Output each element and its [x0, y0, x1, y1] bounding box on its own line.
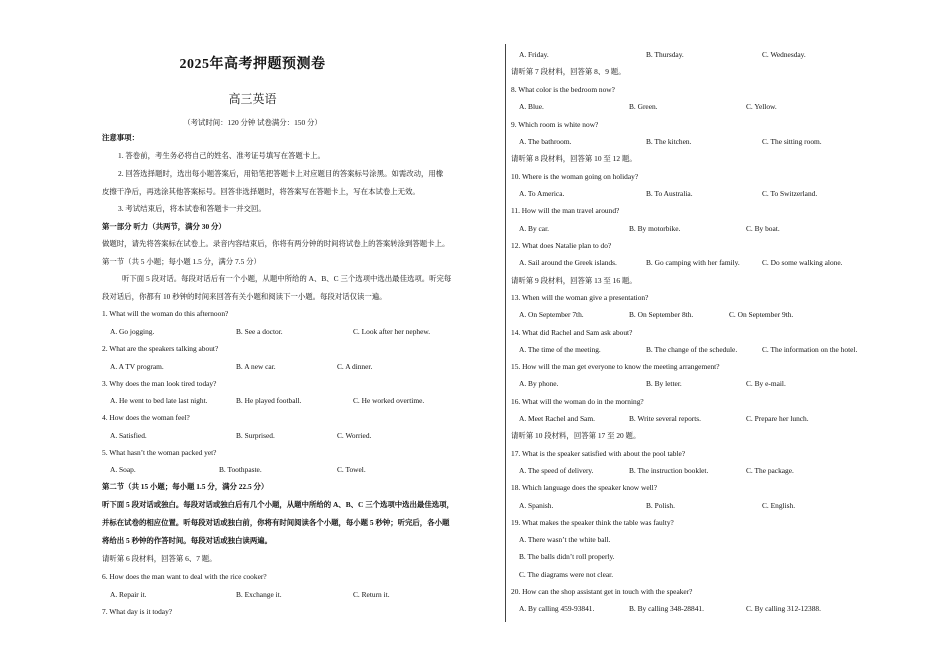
q15-option-c: C. By e-mail.	[746, 379, 786, 388]
q6-option-b: B. Exchange it.	[236, 590, 282, 599]
q6-stem: 6. How does the man want to deal with the rice cooker?	[102, 572, 267, 581]
q2-option-a: A. A TV program.	[110, 362, 164, 371]
q16-option-a: A. Meet Rachel and Sam.	[519, 414, 595, 423]
q5-option-c: C. Towel.	[337, 465, 366, 474]
q12-option-c: C. Do some walking alone.	[762, 258, 843, 267]
notes-heading: 注意事项：	[102, 133, 139, 142]
q18-option-a: A. Spanish.	[519, 501, 554, 510]
q8-option-c: C. Yellow.	[746, 102, 777, 111]
q4-option-a: A. Satisfied.	[110, 431, 147, 440]
q14-option-b: B. The change of the schedule.	[646, 345, 738, 354]
instruction-text-9: 请听第 9 段材料，回答第 13 至 16 题。	[511, 276, 637, 285]
q2-option-c: C. A dinner.	[337, 362, 373, 371]
q1-option-a: A. Go jogging.	[110, 327, 155, 336]
q6-option-a: A. Repair it.	[110, 590, 147, 599]
q3-option-b: B. He played football.	[236, 396, 302, 405]
q16-option-c: C. Prepare her lunch.	[746, 414, 809, 423]
q19-stem: 19. What makes the speaker think the table was faulty?	[511, 518, 674, 527]
q20-stem: 20. How can the shop assistant get in touch with the speaker?	[511, 587, 693, 596]
instruction-text-6: 请听第 6 段材料，回答第 6、7 题。	[102, 554, 217, 563]
q13-option-b: B. On September 8th.	[629, 310, 694, 319]
q8-option-a: A. Blue.	[519, 102, 544, 111]
q10-option-a: A. To America.	[519, 189, 565, 198]
q17-option-a: A. The speed of delivery.	[519, 466, 594, 475]
q12-option-a: A. Sail around the Greek islands.	[519, 258, 617, 267]
q10-stem: 10. Where is the woman going on holiday?	[511, 172, 639, 181]
q1-option-c: C. Look after her nephew.	[353, 327, 431, 336]
note-2-line-1: 2. 回答选择题时，选出每小题答案后，用铅笔把答题卡上对应题目的答案标号涂黑。如需改动，用橡	[118, 169, 444, 178]
note-3: 3. 考试结束后，将本试卷和答题卡一并交回。	[118, 204, 266, 213]
q5-option-a: A. Soap.	[110, 465, 136, 474]
q9-stem: 9. Which room is white now?	[511, 120, 599, 129]
section1-intro-line-2: 段对话后，你都有 10 秒钟的时间来回答有关小题和阅读下一小题。每段对话仅读一遍。	[102, 292, 387, 301]
q1-stem: 1. What will the woman do this afternoon?	[102, 309, 229, 318]
section2-intro-line-2: 并标在试卷的相应位置。听每段对话或独白前，你将有时间阅读各个小题，每小题 5 秒钟；听完后，各小题	[102, 518, 450, 527]
q14-option-a: A. The time of the meeting.	[519, 345, 601, 354]
q19-option-b: B. The balls didn’t roll properly.	[519, 552, 615, 561]
q17-option-c: C. The package.	[746, 466, 794, 475]
section1-heading: 第一节（共 5 小题；每小题 1.5 分，满分 7.5 分）	[102, 257, 261, 266]
q15-option-a: A. By phone.	[519, 379, 559, 388]
section2-intro-line-3: 将给出 5 秒钟的作答时间。每段对话或独白读两遍。	[102, 536, 272, 545]
q6-option-c: C. Return it.	[353, 590, 390, 599]
q10-option-b: B. To Australia.	[646, 189, 693, 198]
q13-option-c: C. On September 9th.	[729, 310, 794, 319]
q14-stem: 14. What did Rachel and Sam ask about?	[511, 328, 633, 337]
q12-option-b: B. Go camping with her family.	[646, 258, 740, 267]
q20-option-c: C. By calling 312-12388.	[746, 604, 821, 613]
q13-stem: 13. When will the woman give a presentation?	[511, 293, 649, 302]
q18-stem: 18. Which language does the speaker know well?	[511, 483, 657, 492]
part1-heading: 第一部分 听力（共两节，满分 30 分）	[102, 222, 226, 231]
q3-stem: 3. Why does the man look tired today?	[102, 379, 217, 388]
q14-option-c: C. The information on the hotel.	[762, 345, 858, 354]
q3-option-c: C. He worked overtime.	[353, 396, 425, 405]
q2-option-b: B. A new car.	[236, 362, 276, 371]
q19-option-a: A. There wasn’t the white ball.	[519, 535, 611, 544]
q20-option-a: A. By calling 459-93841.	[519, 604, 595, 613]
q17-option-b: B. The instruction booklet.	[629, 466, 709, 475]
part1-intro: 做题时，请先将答案标在试卷上。录音内容结束后，你将有两分钟的时间将试卷上的答案转涂到答题卡上。	[102, 239, 450, 248]
q18-option-b: B. Polish.	[646, 501, 675, 510]
q9-option-a: A. The bathroom.	[519, 137, 572, 146]
q11-option-b: B. By motorbike.	[629, 224, 681, 233]
instruction-text-10: 请听第 10 段材料，回答第 17 至 20 题。	[511, 431, 641, 440]
exam-info: （考试时间：120 分钟 试卷满分：150 分）	[183, 118, 322, 127]
q9-option-c: C. The sitting room.	[762, 137, 822, 146]
instruction-text-8: 请听第 8 段材料，回答第 10 至 12 题。	[511, 154, 637, 163]
q4-option-c: C. Worried.	[337, 431, 372, 440]
q16-option-b: B. Write several reports.	[629, 414, 702, 423]
q4-stem: 4. How does the woman feel?	[102, 413, 190, 422]
note-1: 1. 答卷前，考生务必将自己的姓名、准考证号填写在答题卡上。	[118, 151, 325, 160]
q20-option-b: B. By calling 348-28841.	[629, 604, 704, 613]
q12-stem: 12. What does Natalie plan to do?	[511, 241, 612, 250]
note-2-line-2: 皮擦干净后，再选涂其他答案标号。回答非选择题时，将答案写在答题卡上，写在本试卷上无效。	[102, 187, 420, 196]
q7-stem: 7. What day is it today?	[102, 607, 173, 616]
q10-option-c: C. To Switzerland.	[762, 189, 818, 198]
q2-stem: 2. What are the speakers talking about?	[102, 344, 219, 353]
q7-option-b: B. Thursday.	[646, 50, 684, 59]
q1-option-b: B. See a doctor.	[236, 327, 283, 336]
q11-option-a: A. By car.	[519, 224, 549, 233]
q5-stem: 5. What hasn’t the woman packed yet?	[102, 448, 217, 457]
q5-option-b: B. Toothpaste.	[219, 465, 262, 474]
exam-subtitle: 高三英语	[228, 92, 277, 106]
instruction-text-7: 请听第 7 段材料，回答第 8、9 题。	[511, 67, 626, 76]
q11-stem: 11. How will the man travel around?	[511, 206, 620, 215]
q15-stem: 15. How will the man get everyone to know the meeting arrangement?	[511, 362, 720, 371]
q18-option-c: C. English.	[762, 501, 796, 510]
q3-option-a: A. He went to bed late last night.	[110, 396, 208, 405]
q7-option-c: C. Wednesday.	[762, 50, 806, 59]
q17-stem: 17. What is the speaker satisfied with about the pool table?	[511, 449, 686, 458]
exam-title: 2025年高考押题预测卷	[179, 57, 326, 72]
q8-stem: 8. What color is the bedroom now?	[511, 85, 615, 94]
section2-heading: 第二节（共 15 小题；每小题 1.5 分，满分 22.5 分）	[102, 482, 269, 491]
section2-intro-line-1: 听下面 5 段对话或独白。每段对话或独白后有几个小题，从题中所给的 A、B、C 三个选项中选出最佳选项，	[102, 500, 454, 509]
q13-option-a: A. On September 7th.	[519, 310, 584, 319]
q7-option-a: A. Friday.	[519, 50, 549, 59]
column-divider	[505, 44, 506, 622]
q8-option-b: B. Green.	[629, 102, 658, 111]
q15-option-b: B. By letter.	[646, 379, 682, 388]
q9-option-b: B. The kitchen.	[646, 137, 692, 146]
section1-intro-line-1: 听下面 5 段对话。每段对话后有一个小题，从题中所给的 A、B、C 三个选项中选出最佳选项。听完每	[122, 274, 452, 283]
q19-option-c: C. The diagrams were not clear.	[519, 570, 614, 579]
q16-stem: 16. What will the woman do in the morning?	[511, 397, 644, 406]
q11-option-c: C. By boat.	[746, 224, 780, 233]
q4-option-b: B. Surprised.	[236, 431, 275, 440]
